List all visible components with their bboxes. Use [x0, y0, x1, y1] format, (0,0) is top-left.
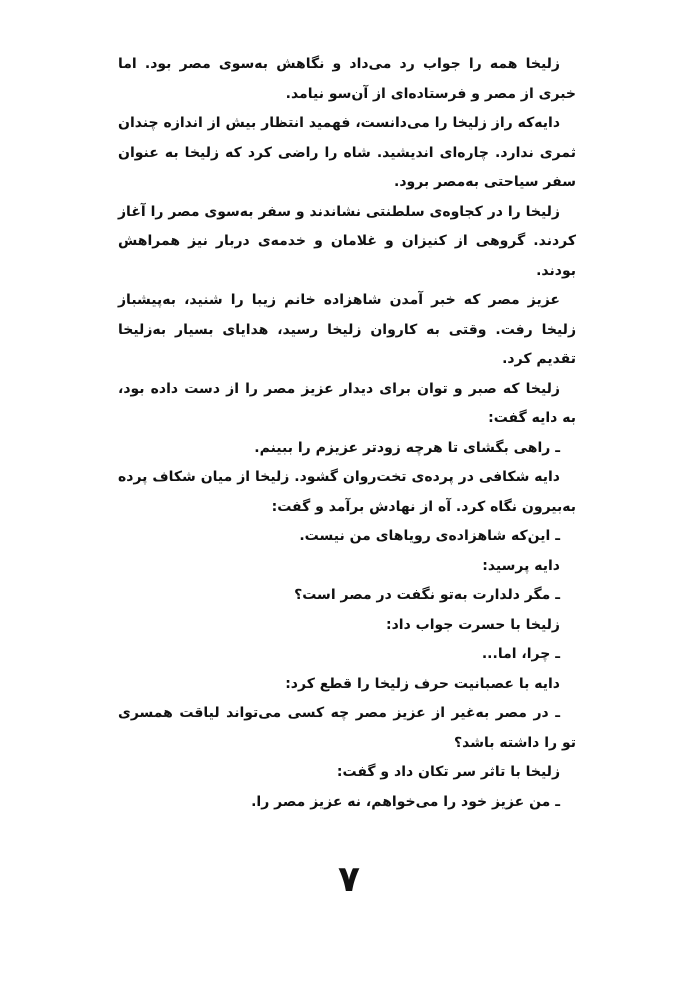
dialogue-line-6: ـ من عزیز خود را می‌خواهم، نه عزیز مصر را. — [251, 793, 560, 810]
paragraph-2: دایه‌که راز زلیخا را می‌دانست، فهمید انتظار بیش از اندازه چندان ثمری ندارد. چاره‌ای اندیشید. شاه را راضی کرد که زلیخا به عنوان سفر سیاحتی به‌مصر برود. — [118, 115, 576, 190]
paragraph-9: دایه با عصبانیت حرف زلیخا را قطع کرد: — [285, 675, 560, 692]
paragraph-4: عزیز مصر که خبر آمدن شاهزاده خانم زیبا را شنید، به‌پیشباز زلیخا رفت. وقتی به کاروان زلیخا رسید، هدایای بسیار به‌زلیخا تقدیم کرد. — [118, 292, 576, 367]
dialogue-line-3: ـ مگر دلدارت به‌تو نگفت در مصر است؟ — [294, 587, 560, 603]
paragraph-10: زلیخا با تاثر سر تکان داد و گفت: — [336, 764, 560, 780]
page-number: ۷ — [338, 859, 360, 900]
dialogue-line-1: ـ راهی بگشای تا هرچه زودتر عزیزم را ببینم. — [254, 439, 560, 456]
paragraph-6: دایه شکافی در پرده‌ی تخت‌روان گشود. زلیخا از میان شکاف پرده به‌بیرون نگاه کرد. آه از نهادش برآمد و گفت: — [118, 469, 576, 515]
paragraph-8: زلیخا با حسرت جواب داد: — [385, 616, 560, 633]
paragraph-1: زلیخا همه را جواب رد می‌داد و نگاهش به‌سوی مصر بود. اما خبری از مصر و فرستاده‌ای از آن‌سو نیامد. — [118, 56, 576, 102]
paragraph-5: زلیخا که صبر و توان برای دیدار عزیز مصر را از دست داده بود، به دایه گفت: — [118, 380, 576, 426]
paragraph-3: زلیخا را در کجاوه‌ی سلطنتی نشاندند و سفر به‌سوی مصر را آغاز کردند. گروهی از کنیزان و غلامان و خدمه‌ی دربار نیز همراهش بودند. — [118, 203, 576, 279]
dialogue-line-4: ـ چرا، اما... — [481, 646, 560, 662]
paragraph-7: دایه پرسید: — [482, 557, 560, 574]
dialogue-line-5: ـ در مصر به‌غیر از عزیز مصر چه کسی می‌تواند لیاقت همسری تو را داشته باشد؟ — [118, 705, 576, 751]
body-text — [118, 50, 576, 817]
dialogue-line-2: ـ این‌که شاهزاده‌ی رویاهای من نیست. — [299, 528, 560, 544]
